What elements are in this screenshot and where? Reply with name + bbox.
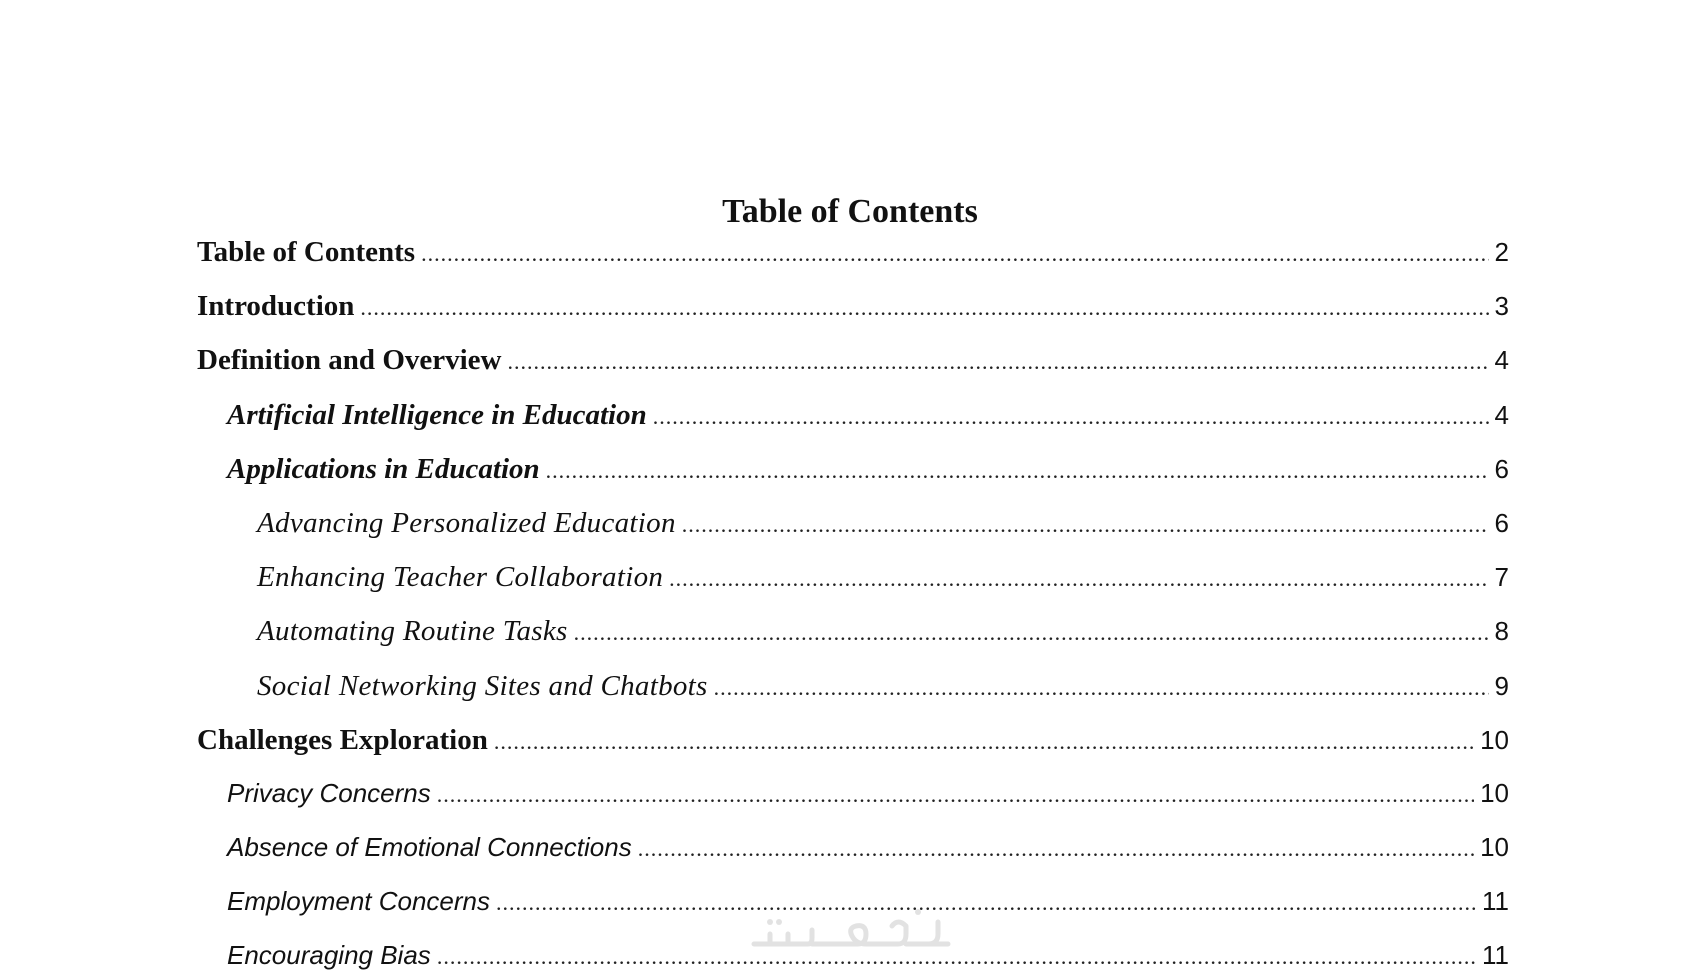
toc-entry-label: Absence of Emotional Connections: [227, 832, 632, 863]
toc-entry-label: Applications in Education: [227, 452, 540, 485]
toc-page-number: 7: [1494, 562, 1509, 593]
dot-leader: [669, 566, 1488, 592]
toc-entry-automating-routine-tasks[interactable]: [197, 615, 1509, 669]
dot-leader: [437, 782, 1474, 808]
toc-entry-label: Employment Concerns: [227, 886, 490, 917]
dot-leader: [508, 349, 1489, 375]
toc-page-number: 11: [1482, 886, 1509, 917]
dot-leader: [714, 675, 1489, 701]
toc-entry-label: Introduction: [197, 290, 355, 323]
dot-leader: [653, 404, 1489, 430]
toc-page-number: 4: [1494, 345, 1509, 376]
toc-page-number: 9: [1494, 670, 1509, 701]
toc-entry-advancing-personalized-education[interactable]: [197, 507, 1509, 561]
toc-entry-label: Challenges Exploration: [197, 723, 488, 756]
toc-entry-label: Table of Contents: [197, 236, 416, 268]
dot-leader: [360, 295, 1488, 321]
dot-leader: [494, 729, 1474, 755]
toc-page-number: 6: [1494, 453, 1509, 484]
toc-entry-enhancing-teacher-collaboration[interactable]: [197, 561, 1509, 615]
toc-entry-label: Enhancing Teacher Collaboration: [257, 561, 664, 594]
dot-leader: [574, 620, 1489, 646]
dot-leader: [638, 836, 1474, 862]
toc-page-number: 4: [1494, 399, 1509, 430]
toc-list: [197, 236, 1509, 970]
toc-entry-artificial-intelligence-in-education[interactable]: [197, 399, 1509, 453]
dot-leader: [421, 241, 1488, 267]
watermark-logo-icon: [748, 904, 958, 960]
toc-entry-label: Social Networking Sites and Chatbots: [257, 669, 708, 702]
toc-entry-label: Encouraging Bias: [227, 940, 431, 970]
toc-entry-social-networking-sites-and-chatbots[interactable]: [197, 670, 1509, 724]
toc-entry-absence-of-emotional-connections[interactable]: [197, 832, 1509, 886]
toc-entry-label: Privacy Concerns: [227, 777, 431, 808]
toc-entry-introduction[interactable]: [197, 290, 1509, 344]
toc-entry-label: Advancing Personalized Education: [257, 506, 676, 539]
toc-entry-applications-in-education[interactable]: [197, 453, 1509, 507]
toc-page-number: 8: [1494, 616, 1509, 647]
toc-entry-challenges-exploration[interactable]: [197, 724, 1509, 778]
dot-leader: [546, 458, 1489, 484]
toc-entry-privacy-concerns[interactable]: [197, 778, 1509, 832]
toc-entry-label: Definition and Overview: [197, 344, 502, 377]
toc-entry-definition-and-overview[interactable]: [197, 344, 1509, 398]
toc-entry-label: Automating Routine Tasks: [257, 615, 568, 648]
toc-page-number: 10: [1480, 777, 1509, 808]
dot-leader: [496, 890, 1476, 916]
toc-entry-label: Artificial Intelligence in Education: [227, 398, 647, 431]
toc-page-number: 10: [1480, 832, 1509, 863]
toc-title: Table of Contents: [722, 193, 978, 230]
toc-page-number: 2: [1494, 237, 1509, 267]
dot-leader: [682, 512, 1489, 538]
toc-page-number: 3: [1494, 291, 1509, 322]
toc-page-number: 6: [1494, 507, 1509, 538]
toc-page-number: 10: [1480, 724, 1509, 755]
toc-page-number: 11: [1482, 940, 1509, 970]
toc-entry-table-of-contents[interactable]: [197, 236, 1509, 290]
